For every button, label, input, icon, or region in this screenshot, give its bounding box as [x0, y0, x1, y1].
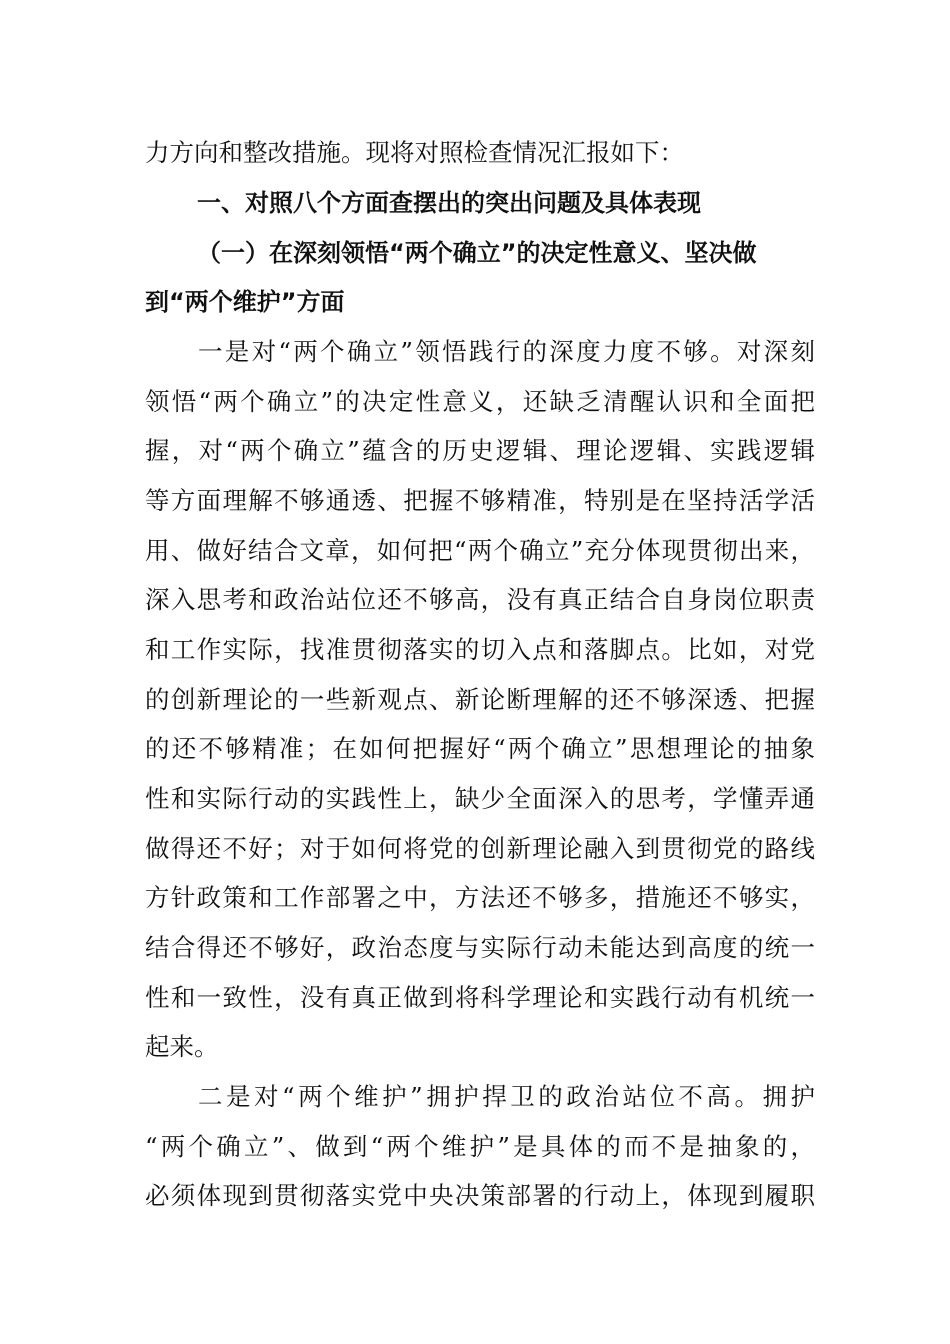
intro-line: 力方向和整改措施。现将对照检查情况汇报如下： — [145, 138, 684, 167]
paragraph-line: 用、做好结合文章，如何把“两个确立”充分体现贯彻出来， — [145, 536, 815, 565]
paragraph-line: 的还不够精准；在如何把握好“两个确立”思想理论的抽象 — [145, 734, 815, 763]
paragraph-line: 二是对“两个维护”拥护捍卫的政治站位不高。拥护 — [198, 1082, 815, 1111]
paragraph-line: 深入思考和政治站位还不够高，没有真正结合自身岗位职责 — [145, 585, 815, 614]
paragraph-line: “两个确立”、做到“两个维护”是具体的而不是抽象的， — [145, 1132, 815, 1161]
subsection-heading-line-2: 到“两个维护”方面 — [145, 288, 345, 316]
paragraph-line: 性和实际行动的实践性上，缺少全面深入的思考，学懂弄通 — [145, 784, 815, 813]
paragraph-line: 结合得还不够好，政治态度与实际行动未能达到高度的统一 — [145, 933, 815, 962]
paragraph-line: 起来。 — [145, 1032, 219, 1061]
paragraph-line: 握，对“两个确立”蕴含的历史逻辑、理论逻辑、实践逻辑 — [145, 436, 815, 465]
paragraph-line: 一是对“两个确立”领悟践行的深度力度不够。对深刻 — [198, 337, 815, 366]
paragraph-line: 和工作实际，找准贯彻落实的切入点和落脚点。比如，对党 — [145, 635, 815, 664]
paragraph-line: 性和一致性，没有真正做到将科学理论和实践行动有机统一 — [145, 983, 815, 1012]
paragraph-line: 方针政策和工作部署之中，方法还不够多，措施还不够实， — [145, 883, 815, 912]
paragraph-line: 等方面理解不够通透、把握不够精准，特别是在坚持活学活 — [145, 486, 815, 515]
paragraph-line: 做得还不好；对于如何将党的创新理论融入到贯彻党的路线 — [145, 834, 815, 863]
paragraph-line: 的创新理论的一些新观点、新论断理解的还不够深透、把握 — [145, 685, 815, 714]
section-heading: 一、对照八个方面查摆出的突出问题及具体表现 — [197, 189, 701, 217]
paragraph-line: 必须体现到贯彻落实党中央决策部署的行动上，体现到履职 — [145, 1181, 815, 1210]
paragraph-line: 领悟“两个确立”的决定性意义，还缺乏清醒认识和全面把 — [145, 387, 815, 416]
subsection-heading-line-1: （一）在深刻领悟“两个确立”的决定性意义、坚决做 — [197, 239, 757, 267]
